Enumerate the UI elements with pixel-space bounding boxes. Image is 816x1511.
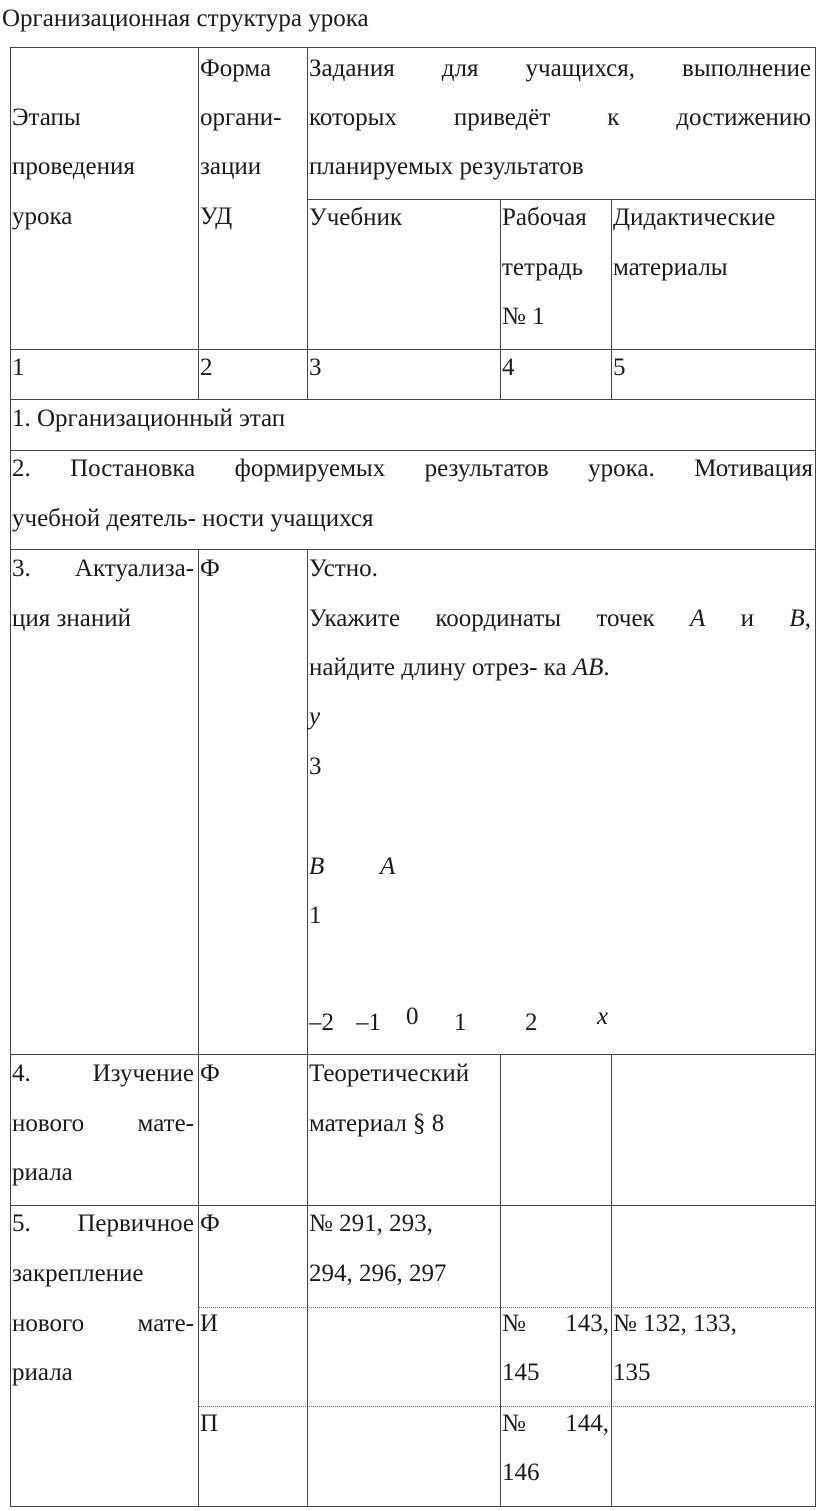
point-a-label: A [380, 853, 396, 880]
y-tick-3: 3 [309, 753, 322, 780]
y-tick-1: 1 [309, 902, 322, 929]
x-tick-2: 2 [525, 1009, 538, 1036]
page-title: Организационная структура урока [2, 5, 369, 32]
stage-1-row: 1. Организационный этап [12, 405, 286, 432]
x-tick-1: 1 [454, 1009, 467, 1036]
task-line-length: найдите длину отрез- ка AB. [309, 654, 610, 681]
x-tick-0: 0 [406, 1003, 419, 1030]
x-axis-label: x [597, 1003, 609, 1030]
y-axis-label: y [309, 703, 321, 730]
point-b-label: B [309, 853, 325, 880]
x-tick-minus-2: –2 [309, 1009, 334, 1036]
task-line-coordinates: Укажите координаты точек A и B, [309, 605, 811, 632]
x-tick-minus-1: –1 [356, 1009, 381, 1036]
header-uchebnik: Учебник [309, 204, 402, 231]
